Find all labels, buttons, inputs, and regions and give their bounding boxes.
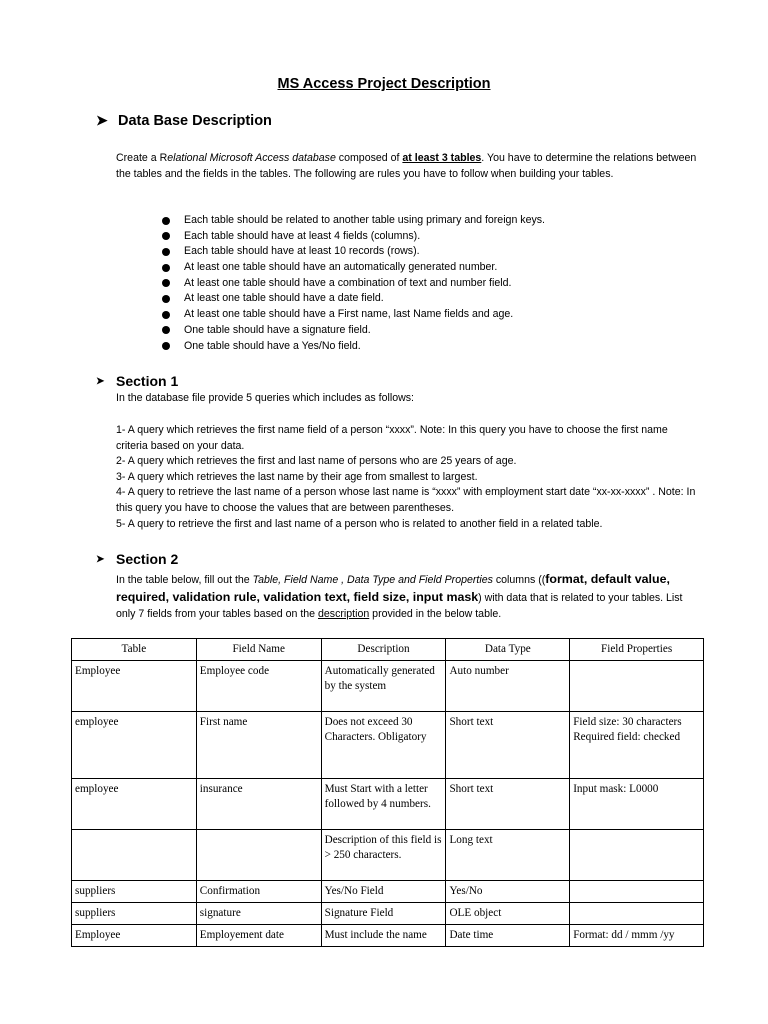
cell-field-name: Confirmation [196,881,321,903]
bullet-dot-icon [162,342,170,350]
section2-text-4: provided in the below table. [369,608,502,620]
cell-table: employee [72,712,197,779]
cell-description: Does not exceed 30 Characters. Obligatory [321,712,446,779]
rule-text: Each table should be related to another table using primary and foreign keys. [184,214,545,226]
table-row [72,925,704,947]
cell-description: Must Start with a letter followed by 4 numbers. [321,779,446,830]
rule-text: At least one table should have a date field. [184,292,384,305]
cell-data-type: Short text [446,779,570,830]
rule-item [160,244,545,260]
rule-item [160,260,545,276]
section1-intro: In the database file provide 5 queries which includes as follows: [116,392,414,404]
header-description: Description [321,639,446,661]
query-item: 3- A query which retrieves the last name by their age from smallest to largest. [116,470,478,483]
cell-field-properties [570,903,704,925]
cell-table: suppliers [72,903,197,925]
bullet-dot-icon [162,248,170,256]
db-description-heading [96,112,272,129]
cell-field-name: insurance [196,779,321,830]
intro-text-1: Create a R [116,152,168,164]
rule-item [160,229,545,245]
cell-data-type: OLE object [446,903,570,925]
section1-heading-text: Section 1 [116,373,179,389]
cell-data-type: Yes/No [446,881,570,903]
section2-intro [116,571,701,623]
rule-item [160,307,545,323]
bullet-dot-icon [162,279,170,287]
header-data-type: Data Type [446,639,570,661]
cell-data-type: Date time [446,925,570,947]
header-field-properties: Field Properties [570,639,704,661]
cell-description: Signature Field [321,903,446,925]
query-item: 5- A query to retrieve the first and last name of a person who is related to another field in a related table. [116,517,603,530]
table-row [72,661,704,712]
table-row [72,779,704,830]
query-item: 4- A query to retrieve the last name of a person whose last name is “xxxx” with employment start date “xx-xx-xxxx” . Note: In this query you have to choose the values that are between parentheses. [116,486,696,514]
cell-table: Employee [72,925,197,947]
cell-field-name: First name [196,712,321,779]
cell-data-type: Auto number [446,661,570,712]
rule-item [160,339,545,355]
bullet-dot-icon [162,326,170,334]
bullet-dot-icon [162,232,170,240]
cell-field-properties [570,881,704,903]
section2-text-3: ) with data that is related to your tables. List only 7 fields from your tables based on the [116,591,683,620]
section2-heading [96,551,178,567]
table-row [72,712,704,779]
rule-text: At least one table should have a combination of text and number field. [184,276,512,289]
table-row [72,881,704,903]
cell-field-properties [570,830,704,881]
rule-text: One table should have a signature field. [184,323,371,336]
cell-description: Description of this field is > 250 characters. [321,830,446,881]
queries-list [116,423,701,532]
header-table: Table [72,639,197,661]
table-row [72,903,704,925]
cell-description: Automatically generated by the system [321,661,446,712]
intro-text-2: composed of [335,152,403,164]
cell-field-properties: Field size: 30 characters Required field: checked [570,712,704,779]
cell-description: Must include the name [321,925,446,947]
rule-item [160,213,545,229]
table-row [72,830,704,881]
rule-item [160,323,545,339]
cell-table [72,830,197,881]
rule-text: Each table should have at least 4 fields (columns). [184,229,421,242]
cell-field-properties: Input mask: L0000 [570,779,704,830]
bullet-dot-icon [162,264,170,272]
db-description-heading-text: Data Base Description [118,113,272,129]
section2-text-2: columns (( [492,574,546,586]
cell-data-type: Short text [446,712,570,779]
header-field-name: Field Name [196,639,321,661]
intro-underlined-bold: at least 3 tables [402,152,482,164]
cell-field-properties [570,661,704,712]
cell-table: suppliers [72,881,197,903]
bullet-dot-icon [162,295,170,303]
cell-field-properties: Format: dd / mmm /yy [570,925,704,947]
section1-heading [96,373,178,389]
cell-table: employee [72,779,197,830]
cell-field-name: Employement date [196,925,321,947]
rule-item [160,291,545,307]
bullet-dot-icon [162,217,170,225]
intro-emphasis: elational Microsoft Access database [167,152,336,164]
cell-description: Yes/No Field [321,881,446,903]
db-description-intro [116,151,701,182]
section2-text-1: In the table below, fill out the [116,574,253,586]
cell-field-name: Employee code [196,661,321,712]
rule-text: At least one table should have an automatically generated number. [184,261,498,274]
rule-item [160,276,545,292]
arrow-bullet-icon: ➤ [96,376,105,387]
section2-emphasis: Table, Field Name , Data Type and Field Properties [252,574,493,586]
bullet-dot-icon [162,311,170,319]
intro-text-3: . You have to determine the relations between the tables and the fields in the tables. The following are rules you have to follow when building your tables. [116,152,697,180]
rule-text: Each table should have at least 10 records (rows). [184,245,420,258]
rule-text: One table should have a Yes/No field. [184,339,361,352]
arrow-bullet-icon: ➤ [96,112,108,128]
query-item: 2- A query which retrieves the first and last name of persons who are 25 years of age. [116,455,517,468]
rule-text: At least one table should have a First name, last Name fields and age. [184,308,514,321]
cell-field-name [196,830,321,881]
document-title: MS Access Project Description [277,76,491,92]
cell-table: Employee [72,661,197,712]
field-properties-table [71,638,704,947]
cell-field-name: signature [196,903,321,925]
arrow-bullet-icon: ➤ [96,554,105,565]
section2-underlined: description [318,608,370,620]
table-header-row [72,639,704,661]
rules-list [160,213,545,354]
cell-data-type: Long text [446,830,570,881]
query-item: 1- A query which retrieves the first name field of a person “xxxx”. Note: In this query you have to choose the first name criteria based on your data. [116,424,668,452]
section2-bold-properties: format, default value, required, validation rule, validation text, field size, input mask [116,572,670,604]
section2-heading-text: Section 2 [116,551,179,567]
